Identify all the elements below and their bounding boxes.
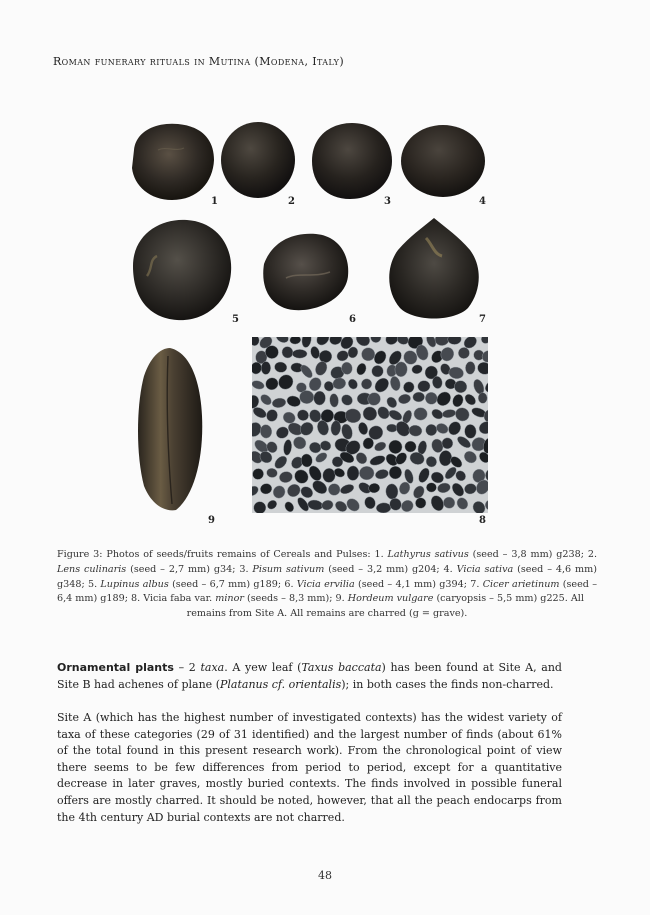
seed-shape (373, 440, 387, 453)
seed-shape (369, 363, 385, 379)
figure-caption (57, 548, 597, 622)
seed-shape (308, 441, 322, 455)
seed-photo-2 (220, 121, 296, 199)
seed-shape (442, 408, 457, 418)
seed-shape (259, 482, 273, 495)
seed-shape (389, 375, 402, 391)
seed-shape (259, 392, 274, 407)
seed-shape (252, 379, 265, 390)
seed-photo-7 (384, 216, 484, 324)
seed-shape (283, 439, 293, 456)
seed-shape (451, 393, 465, 409)
paragraph-text: – 2 (173, 661, 201, 674)
seed-shape (340, 423, 354, 441)
seed-shape (274, 337, 290, 345)
seed-shape (261, 361, 271, 374)
seed-shape (465, 361, 475, 374)
paragraph-text: . A yew leaf ( (224, 661, 302, 674)
figure-label-2: 2 (288, 196, 295, 207)
seed-shape (291, 434, 308, 451)
seed-shape (434, 389, 453, 408)
seed-shape (326, 482, 342, 498)
seed-shape (453, 405, 471, 423)
figure-label-1: 1 (211, 196, 218, 207)
seed-shape (464, 424, 477, 439)
seed-shape (307, 376, 323, 393)
seed-shape (446, 419, 463, 437)
seed-shape (329, 393, 339, 407)
seed-shape (272, 454, 289, 471)
seed-shape (278, 470, 293, 484)
running-header: Roman funerary rituals in Mutina (Modena, Italy) (53, 55, 345, 68)
seed-shape (436, 482, 451, 494)
seed-shape (333, 499, 349, 513)
seed-shape (448, 337, 462, 345)
seed-shape (372, 375, 391, 394)
seed-shape (448, 366, 464, 380)
seed-shape (478, 392, 488, 403)
caption-taxon: minor (215, 593, 244, 605)
seed-shape (360, 346, 376, 362)
caption-text: (seed – 4,1 mm) g394; 7. (354, 578, 483, 590)
seed-shape (369, 454, 387, 467)
seed-photo-9 (132, 346, 208, 512)
seed-shape (365, 390, 383, 408)
seed-shape (359, 377, 374, 391)
seed-shape (313, 391, 326, 406)
seed-shape (271, 484, 287, 500)
seed-shape (411, 484, 426, 500)
seed-shape (360, 404, 379, 423)
seed-shape (477, 420, 488, 436)
seed-shape (252, 499, 268, 513)
paragraph-taxon: Platanus cf. orientalis (219, 677, 342, 691)
seed-pile (252, 337, 488, 513)
seed-shape (413, 392, 425, 402)
seed-shape (320, 499, 334, 512)
paragraph-text: ) has been found at Site A, and Site B had achenes of plane ( (57, 661, 562, 691)
seed-shape (458, 347, 470, 359)
seed-shape (322, 468, 335, 483)
seed-shape (300, 453, 313, 467)
caption-text: (seed – 3,2 mm) g204; 4. (324, 563, 457, 575)
seed-shape (385, 395, 399, 410)
caption-text: (seeds – 8,3 mm); 9. (243, 593, 348, 605)
seed-photo-8 (252, 337, 488, 513)
seed-shape (462, 449, 479, 466)
caption-taxon: Cicer arietinum (482, 578, 560, 590)
figure-label-7: 7 (479, 314, 486, 325)
seed-shape (401, 380, 416, 395)
seed-shape (386, 424, 397, 433)
seed-photo-4 (400, 124, 486, 198)
seed-shape (285, 482, 303, 500)
seed-shape (424, 454, 439, 469)
seed-shape (425, 424, 438, 437)
paragraph-text: ); in both cases the finds non-charred. (341, 677, 554, 691)
figure-label-8: 8 (479, 515, 486, 526)
seed-shape (399, 498, 415, 513)
seed-shape (354, 337, 373, 349)
figure-label-3: 3 (384, 196, 391, 207)
seed-shape (426, 483, 436, 492)
caption-taxon: Hordeum vulgare (347, 593, 434, 605)
caption-taxon: Vicia ervilia (296, 578, 355, 590)
seed-shape (319, 439, 332, 452)
seed-shape (414, 407, 428, 420)
caption-text: (seed – 6,7 mm) g189; 6. (168, 578, 297, 590)
seed-shape (408, 424, 423, 437)
figure-label-5: 5 (232, 314, 239, 325)
seed-shape (387, 464, 403, 480)
seed-shape (355, 362, 368, 376)
seed-photo-3 (308, 121, 394, 201)
seed-shape (347, 466, 360, 481)
seed-shape (416, 466, 431, 484)
seed-shape (271, 397, 286, 409)
seed-shape (450, 481, 466, 498)
seed-shape (335, 349, 350, 363)
seed-shape (283, 500, 295, 513)
seed-shape (455, 496, 470, 512)
caption-last-line: remains from Site A. All remains are charred (g = grave). (186, 608, 468, 620)
seed-shape (405, 441, 417, 452)
seed-shape (438, 450, 452, 467)
seed-shape (301, 337, 313, 348)
seed-shape (298, 420, 316, 438)
paragraph-italic: taxa (200, 661, 225, 674)
seed-shape (463, 482, 477, 495)
seed-shape (476, 361, 488, 376)
caption-text: (caryopsis – 5,5 mm) g225. All (433, 593, 584, 605)
seed-shape (463, 392, 478, 407)
seed-shape (385, 483, 398, 499)
caption-taxon: Lathyrus sativus (387, 549, 469, 560)
seed-photo-6 (258, 228, 352, 314)
seed-shape (265, 408, 279, 423)
figure-label-9: 9 (208, 515, 215, 526)
caption-text: (seed – 3,8 mm) g238; 2. (468, 549, 597, 560)
caption-taxon: Lupinus albus (100, 578, 169, 590)
caption-text: (seed – 4,6 mm) g348; 5. (57, 563, 597, 590)
figure-label-4: 4 (479, 196, 486, 207)
seed-shape (252, 337, 259, 346)
seed-shape (346, 377, 359, 390)
seed-photo-5 (127, 216, 235, 324)
seed-shape (252, 466, 266, 481)
seed-shape (314, 337, 331, 348)
caption-taxon: Pisum sativum (252, 563, 325, 575)
seed-shape (411, 364, 423, 375)
seed-shape (339, 393, 354, 408)
seed-shape (260, 424, 273, 439)
seed-shape (357, 421, 369, 436)
seed-shape (376, 502, 391, 513)
seed-shape (374, 468, 389, 480)
seed-shape (339, 483, 355, 496)
seed-shape (442, 495, 457, 510)
paragraph-ornamental-plants (57, 660, 562, 693)
seed-shape (292, 467, 311, 486)
seed-shape (435, 422, 450, 436)
caption-taxon: Lens culinaris (57, 563, 127, 575)
seed-shape (359, 466, 374, 480)
seed-shape (479, 337, 488, 345)
paragraph-taxon: Taxus baccata (301, 661, 382, 674)
seed-shape (266, 498, 279, 511)
seed-shape (387, 408, 403, 422)
seed-shape (296, 408, 311, 422)
seed-shape (417, 380, 431, 393)
caption-text: Figure 3: Photos of seeds/fruits remains of Cereals and Pulses: 1. (57, 549, 388, 560)
seed-shape (289, 337, 301, 345)
seed-shape (369, 337, 383, 344)
paragraph-heading: Ornamental plants (57, 661, 174, 674)
seed-shape (276, 372, 297, 393)
caption-taxon: Vicia sativa (456, 563, 514, 575)
seed-shape (266, 467, 278, 478)
seed-shape (252, 484, 260, 498)
seed-photo-1 (128, 120, 216, 202)
seed-shape (344, 408, 362, 425)
seed-shape (397, 393, 411, 405)
seed-shape (292, 349, 307, 358)
seed-shape (264, 376, 280, 392)
paragraph-site-a: Site A (which has the highest number of investigated contexts) has the widest variety of taxa of these categories (29 of 31 identified) and the largest number of finds (about 61% of the total found in this present research work). From the chronological point of view there seems to be few differences from period to period, except for a quantitative decrease in later graves, mostly buried contexts. The finds involved in possible funeral offers are mostly charred. It should be noted, however, that all the peach endocarps from the 4th century AD burial contexts are not charred. (57, 711, 562, 824)
seed-shape (332, 377, 347, 390)
page-number: 48 (318, 869, 332, 882)
caption-text: (seed – 6,4 mm) g189; 8. Vicia faba var. (57, 578, 598, 605)
seed-shape (307, 499, 324, 511)
seed-shape (470, 499, 487, 513)
seed-shape (274, 361, 288, 373)
seed-shape (363, 495, 377, 510)
seed-shape (299, 390, 314, 403)
caption-text: (seed – 2,7 mm) g34; 3. (126, 563, 253, 575)
figure-label-6: 6 (349, 314, 356, 325)
seed-shape (344, 496, 362, 513)
